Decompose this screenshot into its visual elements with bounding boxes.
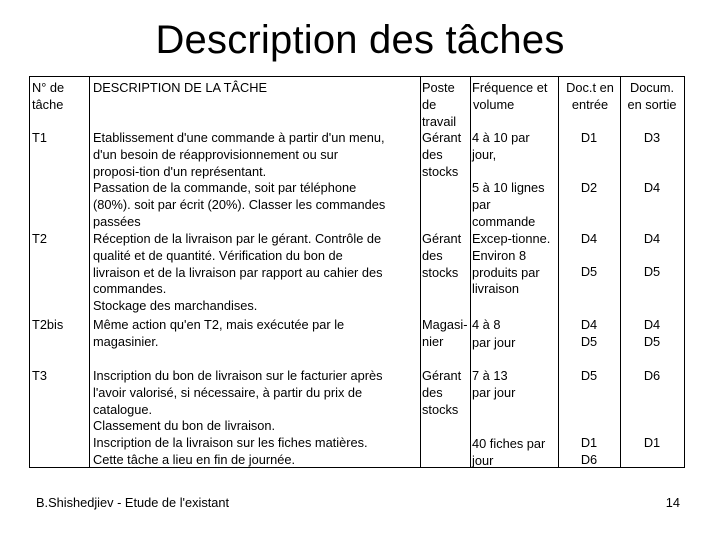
header-description: DESCRIPTION DE LA TÂCHE xyxy=(93,80,267,95)
task-number: T3 xyxy=(32,368,47,383)
task-description: Inscription du bon de livraison sur le facturier après l'avoir valorisé, si nécessaire, à partir du prix de catalogue. Classement du bon de livraison. Inscription de la livraison sur les fiches matières. Cette tâche a lieu en fin de journée. xyxy=(93,368,383,467)
task-frequency: 5 à 10 lignes par commande xyxy=(472,180,545,229)
task-workstation: Gérant des stocks xyxy=(422,368,462,417)
task-workstation: Gérant des stocks xyxy=(422,231,462,280)
table-border-left xyxy=(29,76,30,468)
task-input-doc: D4 D5 xyxy=(580,317,598,349)
task-frequency: 4 à 8 par jour xyxy=(472,317,516,350)
task-number: T1 xyxy=(32,130,47,145)
column-divider xyxy=(89,76,90,468)
task-input-doc: D1 D6 xyxy=(580,435,598,467)
task-frequency: 40 fiches par jour xyxy=(472,436,546,468)
task-description: Passation de la commande, soit par téléphone (80%). soit par écrit (20%). Classer les commandes passées xyxy=(93,180,386,229)
task-output-doc: D4 D5 xyxy=(643,317,661,349)
table-border-right xyxy=(684,76,685,468)
header-workstation: Poste de travail xyxy=(422,80,457,129)
task-output-doc: D5 xyxy=(643,264,661,279)
header-input-docs: Doc.t en entrée xyxy=(566,80,614,112)
task-description: Même action qu'en T2, mais exécutée par le magasinier. xyxy=(93,317,345,349)
task-output-doc: D3 xyxy=(643,130,661,145)
task-frequency: 7 à 13 par jour xyxy=(472,368,516,400)
task-table xyxy=(29,76,685,468)
task-frequency: 4 à 10 par jour, xyxy=(472,130,530,162)
task-input-doc: D4 xyxy=(580,231,598,246)
task-output-doc: D6 xyxy=(643,368,661,383)
task-frequency: Excep-tionne. Environ 8 produits par livraison xyxy=(472,231,551,297)
page-title: Description des tâches xyxy=(155,18,565,62)
task-output-doc: D4 xyxy=(643,180,661,195)
column-divider xyxy=(470,76,471,468)
task-number: T2bis xyxy=(32,317,64,332)
task-workstation: Magasi- nier xyxy=(422,317,468,349)
task-workstation: Gérant des stocks xyxy=(422,130,462,179)
column-divider xyxy=(420,76,421,468)
task-output-doc: D4 xyxy=(643,231,661,246)
task-description: Réception de la livraison par le gérant. Contrôle de qualité et de quantité. Vérification du bon de livraison et de la livraison par rapport au cahier des commandes. Stockage des marchandises. xyxy=(93,231,383,314)
task-input-doc: D1 xyxy=(580,130,598,145)
task-input-doc: D5 xyxy=(580,264,598,279)
task-input-doc: D5 xyxy=(580,368,598,383)
task-input-doc: D2 xyxy=(580,180,598,195)
footer-author: B.Shishedjiev - Etude de l'existant xyxy=(36,495,230,510)
task-description: Etablissement d'une commande à partir d'un menu, d'un besoin de réapprovisionnement ou sur proposi-tion d'un représentant. xyxy=(93,130,385,179)
header-task-number: N° de tâche xyxy=(32,80,65,112)
header-output-docs: Docum. en sortie xyxy=(627,80,677,112)
task-output-doc: D1 xyxy=(643,435,661,450)
table-border-top xyxy=(29,76,685,77)
header-frequency: Fréquence et volume xyxy=(472,80,548,112)
page-number: 14 xyxy=(665,495,680,510)
task-number: T2 xyxy=(32,231,47,246)
